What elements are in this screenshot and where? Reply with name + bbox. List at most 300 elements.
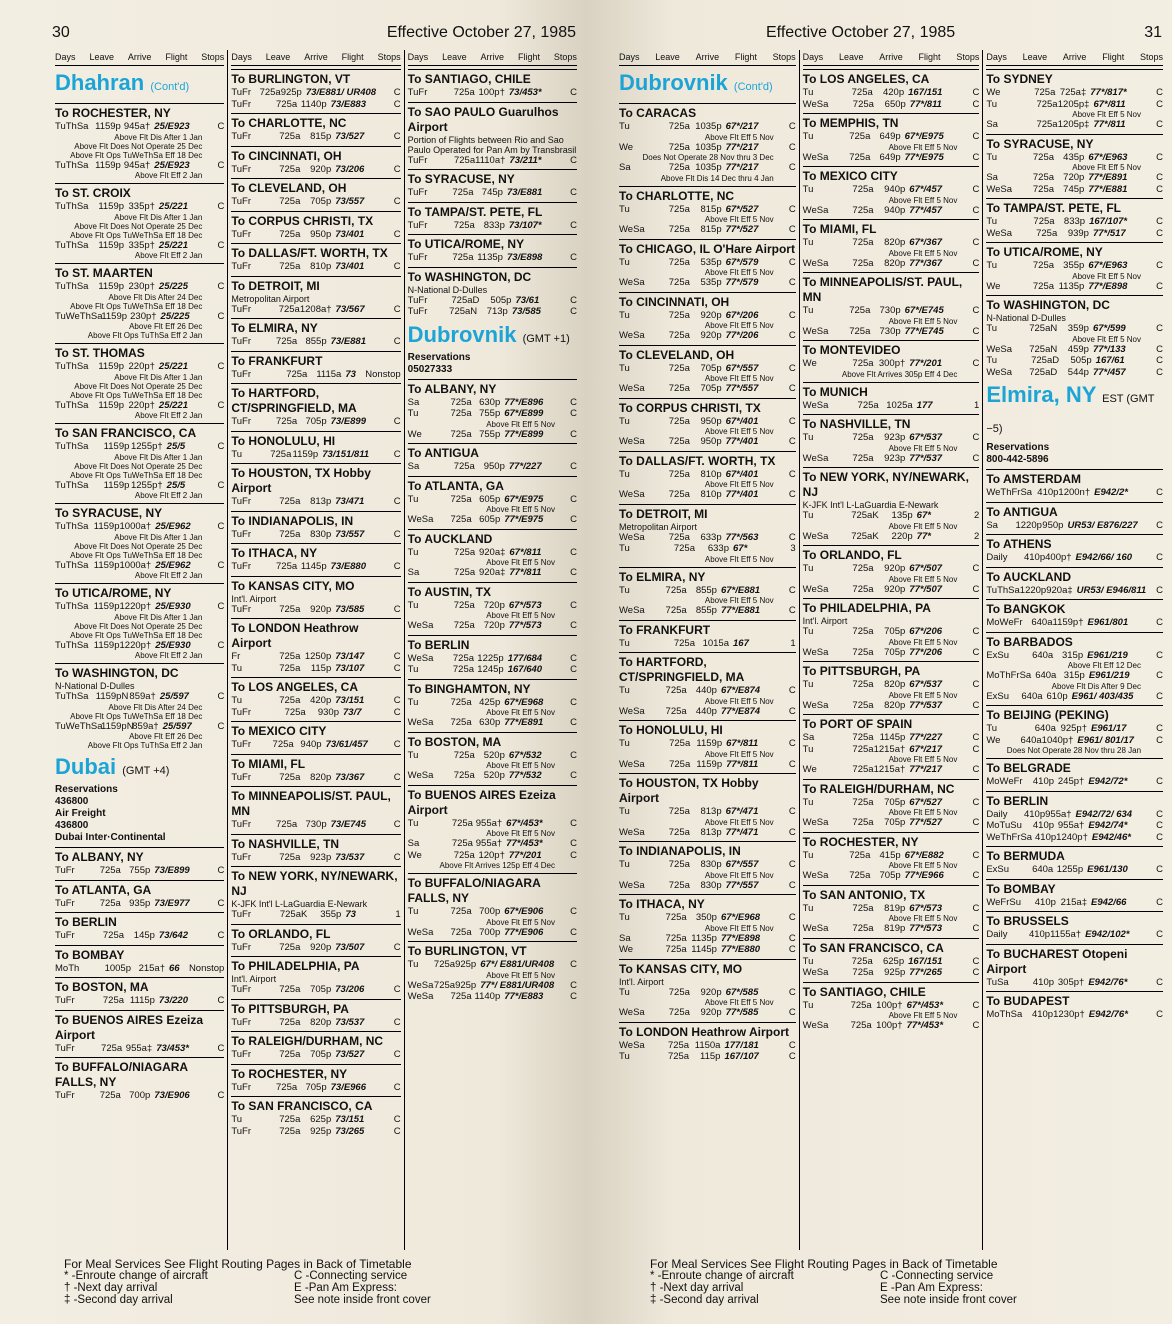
flight-arrive: 815p [700, 203, 722, 215]
flight-days: TuFr [231, 941, 252, 953]
flight-number: 67*/573 [909, 902, 943, 914]
flight-number: 77*/E899 [504, 428, 544, 440]
flight-days: Tu [407, 817, 419, 829]
flight-row [803, 358, 980, 370]
flight-arrive: 920p [310, 603, 332, 615]
flight-arrive: 633p [700, 531, 722, 543]
flight-row [803, 923, 980, 935]
flight-stops: C [1156, 151, 1164, 163]
destination-block [803, 885, 980, 935]
flight-leave: 725a [450, 428, 472, 440]
flight-leave: 725a [852, 902, 874, 914]
flight-stops: Nonstop [365, 368, 401, 380]
flight-arrive: 755p [479, 408, 501, 419]
flight-number: 67*/E882 [904, 849, 944, 861]
flight-row [55, 640, 224, 652]
legend-item: * -Enroute change of aircraft [650, 1270, 794, 1282]
flight-leave: 725a [668, 859, 690, 870]
flight-row [803, 99, 980, 111]
flight-arrive: 335p† [128, 239, 155, 251]
flight-leave: 725a [852, 583, 874, 595]
flight-days: We [986, 734, 1001, 746]
flight-days: TuFr [231, 228, 252, 240]
flight-arrive: 630p [479, 396, 501, 408]
destination-name: To MEXICO CITY [802, 169, 898, 183]
flight-arrive: 1255p† [130, 479, 163, 491]
flight-note: Above Flt Eff 5 Nov [704, 132, 774, 142]
flight-row [619, 204, 796, 216]
flight-note: Above Flt Eff 5 Nov [888, 808, 958, 817]
flight-leave: 725a [279, 261, 301, 272]
destination-subnote: Int'l. Airport [619, 976, 664, 987]
flight-row [408, 547, 577, 559]
flight-leave: 1159p [95, 121, 121, 132]
flight-stops: C [972, 1020, 980, 1031]
flight-number: 167/151 [908, 87, 943, 98]
flight-arrive: 920a‡ [478, 567, 506, 578]
flight-number: 73/E881 [506, 187, 543, 198]
flight-row [986, 650, 1163, 662]
flight-leave: 725aN [1029, 323, 1058, 334]
flight-stops: C [393, 1016, 401, 1028]
flight-leave: 725a [668, 806, 690, 817]
flight-row [619, 121, 796, 133]
flight-number: 73/E880 [330, 561, 367, 572]
flight-stops: C [570, 717, 577, 728]
flight-leave: 725a [668, 1007, 690, 1018]
timetable-column [228, 50, 404, 1250]
flight-arrive: 810p [700, 489, 722, 500]
flight-note: Above Flt Eff 5 Nov [1072, 271, 1142, 281]
flight-stops: C [393, 706, 401, 718]
flight-days: We [619, 944, 634, 955]
flight-row [619, 987, 796, 999]
flight-number: 67*/E963 [1088, 151, 1128, 163]
flight-days: Sa [986, 119, 998, 130]
destination-name: To HONOLULU, HI [231, 433, 336, 448]
flight-arrive: 633p [707, 543, 729, 554]
destination-name: To PITTSBURGH, PA [802, 664, 921, 678]
destination-name: To NASHVILLE, TN [231, 836, 340, 851]
flight-stops: C [393, 561, 401, 572]
flight-number: 73/E899 [330, 416, 367, 427]
flight-days: Tu [986, 323, 998, 334]
column-header-label: Arrive [480, 52, 505, 62]
flight-arrive: 505p [490, 294, 512, 306]
flight-number: 77*/573 [508, 620, 542, 631]
flight-days: Sa [407, 567, 420, 578]
flight-arrive: 920p [310, 941, 332, 953]
flight-leave: 725a [667, 1051, 690, 1062]
flight-number: 67*/537 [909, 679, 943, 690]
flight-days: WeThFrSa [986, 831, 1033, 843]
flight-leave: 725a [665, 944, 687, 955]
destination-block [803, 414, 980, 464]
flight-days: Sa [407, 396, 420, 408]
city-info [55, 784, 224, 844]
flight-number: 77*/206 [725, 330, 759, 341]
flight-row [619, 759, 796, 771]
flight-arrive: 820p [884, 257, 906, 269]
flight-arrive: 605p [479, 493, 501, 505]
flight-number: 77*/227 [909, 732, 943, 743]
destination-name: To BINGHAMTON, NY [407, 681, 531, 696]
flight-stops: C [972, 563, 980, 574]
flight-row [986, 897, 1163, 909]
flight-arrive: 945a† [123, 159, 151, 171]
flight-arrive: 100p† [478, 87, 505, 98]
flight-days: We [986, 280, 1001, 292]
flight-arrive: 940p [884, 204, 906, 216]
flight-number: 77*/517 [1092, 227, 1126, 239]
flight-days: Tu [619, 468, 630, 480]
flight-arrive: 1215a† [873, 743, 906, 755]
destination-name: To MINNEAPOLIS/ST. PAUL, MN [231, 789, 391, 818]
destination-block [619, 451, 796, 501]
flight-stops: C [972, 646, 980, 658]
city-heading [408, 322, 577, 352]
flight-number: 67*/471 [725, 806, 759, 817]
flight-number: 77*/E898 [720, 932, 761, 944]
flight-row [803, 258, 980, 270]
flight-arrive: 935p [129, 897, 151, 909]
destination-block [619, 959, 796, 1019]
flight-days: WeSa [619, 330, 645, 341]
running-head [52, 24, 580, 44]
destination-name: To CHARLOTTE, NC [231, 116, 347, 130]
freight-number: 436800 [55, 820, 89, 831]
flight-leave: 725a [665, 932, 687, 944]
flight-stops: C [217, 601, 225, 612]
flight-leave: 725a [1034, 87, 1056, 98]
flight-leave: 725aN [449, 306, 478, 317]
flight-leave: 640a [1021, 690, 1043, 702]
destination-block [803, 545, 980, 595]
flight-row [55, 865, 224, 877]
flight-number: 73/401 [335, 261, 365, 272]
flight-number: 77*/557 [725, 383, 759, 394]
flight-days: Tu [619, 256, 630, 268]
flight-stops: C [1156, 487, 1164, 498]
destination-block [408, 941, 577, 1003]
destination-name: To SAN FRANCISCO, CA [802, 940, 944, 955]
flight-number: 77*/453* [906, 1020, 944, 1031]
destination-block [408, 732, 577, 782]
flight-arrive: 930p [317, 706, 339, 718]
flight-days: TuFr [407, 154, 428, 166]
flight-leave: 410p [1023, 808, 1046, 820]
flight-number: 77*/457 [909, 204, 943, 216]
destination-name: To CORPUS CHRISTI, TX [231, 213, 374, 228]
flight-leave: 1220p [1015, 519, 1042, 531]
flight-leave: 1159p [98, 399, 125, 411]
flight-leave: 725a [452, 664, 475, 675]
flight-leave: 725a [102, 995, 125, 1006]
flight-stops: C [1156, 649, 1164, 661]
flight-arrive: 920p [310, 163, 332, 175]
flight-stops: C [570, 599, 577, 611]
flight-stops: C [217, 239, 225, 251]
flight-leave: 725a [284, 706, 306, 718]
flight-number: 25/221 [158, 399, 188, 411]
flight-arrive: 415p [879, 849, 901, 861]
flight-row [619, 605, 796, 617]
flight-note: Above Flt Dis After 24 Dec [108, 702, 203, 712]
destination-block [619, 292, 796, 342]
flight-row [986, 929, 1163, 941]
flight-stops: C [570, 959, 577, 970]
flight-row [408, 494, 577, 506]
flight-number: 77*/453* [506, 838, 543, 849]
flight-stops: C [393, 603, 401, 615]
flight-number: 73/557 [335, 196, 365, 207]
flight-leave: 640a [1035, 670, 1057, 681]
flight-days: TuThSa [55, 201, 89, 212]
destination-block [803, 272, 980, 337]
flight-arrive: 1140p [474, 991, 501, 1002]
flight-number: 77*/E874 [720, 705, 761, 717]
flight-arrive: 705p [305, 1081, 327, 1093]
flight-days: TuThSa [55, 159, 89, 171]
flight-leave: 725a [668, 879, 690, 891]
flight-row [619, 1051, 796, 1063]
destination-block [986, 846, 1163, 876]
flight-stops: C [1156, 723, 1164, 734]
flight-days: Tu [802, 563, 814, 574]
destination-name: To ALBANY, NY [55, 850, 144, 864]
flight-days: WeSa [802, 452, 829, 464]
destination-name: To HARTFORD, CT/SPRINGFIELD, MA [231, 386, 357, 415]
destination-name: To BUCHAREST Otopeni Airport [986, 946, 1128, 976]
flight-stops: C [570, 219, 577, 231]
flight-row [55, 201, 224, 213]
flight-arrive: 705p [310, 1049, 332, 1060]
flight-note: Above Flt Ops TuThSa Eff 2 Jan [87, 331, 203, 340]
destination-name: To DETROIT, MI [231, 278, 320, 293]
flight-note: Above Flt Ops TuWeThSa Eff 18 Dec [70, 301, 203, 311]
flight-number: 25/225 [158, 281, 188, 292]
flight-leave: 725a [279, 228, 301, 240]
destination-name: To BERLIN [55, 915, 117, 929]
flight-row [408, 514, 577, 526]
destination-name: To PHILADELPHIA, PA [802, 601, 931, 615]
flight-leave: 725a [279, 771, 301, 783]
destination-name: To AMSTERDAM [986, 472, 1081, 486]
flight-arrive: 920p [884, 563, 906, 574]
flight-stops: C [570, 428, 577, 440]
flight-row [619, 532, 796, 544]
flight-leave: 725a [852, 923, 874, 934]
flight-number: E942/72/ 634 [1075, 808, 1133, 820]
flight-days: MoTuSu [986, 820, 1022, 831]
destination-name: To DALLAS/FT. WORTH, TX [619, 453, 776, 468]
flight-days: Tu [231, 448, 243, 460]
flight-note: Above Flt Eff 26 Dec [129, 322, 203, 331]
flight-note: Above Flt Does Not Operate 25 Dec [74, 221, 203, 231]
flight-days: WeSa [802, 870, 829, 881]
flight-stops: C [217, 559, 225, 571]
flight-number: 73/585 [335, 603, 365, 615]
destination-block [619, 567, 796, 617]
destination-name: To MONTEVIDEO [802, 343, 901, 357]
flight-leave: 725a [852, 358, 874, 369]
flight-stops: C [393, 87, 401, 98]
flight-days: WeSa [802, 257, 829, 269]
flight-arrive: 820p [884, 237, 906, 248]
flight-number: 73/61/457 [325, 739, 368, 750]
legend-item: E -Pan Am Express: [880, 1282, 983, 1294]
column-header [408, 50, 577, 66]
flight-days: Tu [619, 121, 630, 132]
footer [586, 1258, 1172, 1306]
flight-arrive: 1155a† [1050, 929, 1082, 940]
flight-note: Above Flt Eff 5 Nov [486, 708, 555, 717]
flight-arrive: 745p [1063, 183, 1085, 195]
flight-leave: 725a [270, 448, 292, 460]
flight-stops: C [788, 806, 796, 817]
flight-arrive: 813p [700, 826, 722, 838]
flight-leave: 725a [279, 603, 301, 615]
flight-stops: C [788, 121, 796, 132]
flight-leave: 725a [852, 626, 874, 637]
flight-days: TuThSa [55, 601, 89, 612]
flight-row [986, 809, 1163, 821]
flight-arrive: 305p† [1057, 976, 1085, 988]
flight-stops: C [570, 620, 577, 631]
flight-arrive: 420p [310, 695, 332, 706]
flight-arrive: 725a‡ [1059, 87, 1087, 98]
flight-row [408, 653, 577, 665]
flight-number: 77*/217 [725, 162, 759, 173]
flight-row [231, 336, 400, 348]
flight-arrive: 815p [310, 131, 332, 142]
flight-days: WeSa [619, 531, 645, 543]
flight-number: UR53/ E876/227 [1067, 519, 1138, 531]
flight-arrive: 440p [695, 685, 717, 696]
legend-item: ‡ -Second day arrival [650, 1294, 759, 1306]
destination-name: To MIAMI, FL [231, 756, 306, 771]
flight-leave: 725a [453, 599, 475, 611]
destination-block [803, 113, 980, 163]
flight-row [231, 164, 400, 176]
flight-leave: 725a [276, 1081, 298, 1093]
flight-arrive: 920p [700, 309, 722, 321]
flight-arrive: 925p [280, 87, 302, 98]
flight-days: TuFr [407, 87, 428, 98]
flight-row [408, 770, 577, 782]
destination-name: To NEW YORK, NY/NEWARK, NJ [231, 869, 398, 898]
flight-days: WeSa [619, 605, 645, 616]
flight-leave: 725a [259, 87, 281, 98]
flight-row [55, 441, 224, 453]
flight-arrive: 923p [310, 851, 332, 863]
flight-row [55, 995, 224, 1007]
flight-number: 73 [345, 368, 356, 380]
flight-days: Daily [986, 552, 1008, 563]
flight-row [803, 744, 980, 756]
destination-block [55, 945, 224, 975]
flight-number: 73/61 [515, 294, 540, 306]
flight-days: WeSa [619, 826, 645, 838]
flight-leave: 725a [276, 98, 298, 110]
flight-arrive: 1230p† [1053, 1009, 1085, 1020]
flight-note: Above Flt Eff 5 Nov [704, 480, 774, 489]
timetable-columns [52, 50, 580, 1250]
flight-number: 73/E881 [330, 336, 367, 347]
flight-note: Above Flt Dis After 9 Dec [1051, 681, 1142, 691]
flight-days: Tu [802, 184, 814, 195]
flight-days: WeSa [619, 489, 645, 500]
flight-arrive: 925p [455, 959, 477, 970]
flight-leave: 725a [279, 1125, 301, 1137]
flight-arrive: 1159p [696, 738, 723, 749]
flight-number: 73/206 [335, 163, 365, 175]
destination-block [986, 295, 1163, 378]
city-heading [619, 70, 796, 100]
flight-stops: C [393, 984, 401, 995]
flight-note: Above Flt Dis After 1 Jan [114, 452, 203, 462]
flight-leave: 725a [852, 452, 874, 464]
flight-arrive: 820p [310, 1016, 332, 1028]
flight-stops: C [393, 695, 401, 706]
flight-stops: C [788, 1051, 796, 1062]
flight-arrive: 630p [479, 717, 501, 728]
flight-row [986, 99, 1163, 111]
flight-number: 73/E883 [330, 98, 367, 110]
flight-days: TuFr [231, 771, 252, 783]
flight-leave: 725a [665, 685, 687, 696]
flight-days: TuFr [231, 196, 252, 207]
page-number: 30 [52, 24, 70, 41]
destination-block [619, 345, 796, 395]
flight-number: 77*/E891 [504, 717, 544, 728]
flight-note: Above Flt Dis 14 Dec thru 4 Jan [660, 173, 774, 183]
reservations-number: 800-442-5896 [986, 454, 1049, 465]
flight-arrive: 705p [884, 796, 906, 808]
flight-arrive: 955a† [1045, 808, 1072, 820]
flight-leave: 725a [99, 897, 121, 909]
flight-stops: C [972, 583, 980, 595]
destination-name: To LOS ANGELES, CA [802, 72, 930, 86]
flight-arrive: 815p [700, 224, 722, 235]
flight-days: Sa [986, 172, 998, 183]
flight-row [619, 738, 796, 750]
destination-block [231, 243, 400, 273]
flight-stops: C [972, 679, 980, 690]
flight-days: TuFr [407, 187, 428, 198]
legend-item: See note inside front cover [294, 1294, 431, 1306]
flight-days: WeSa [802, 583, 829, 595]
flight-note: Above Flt Eff 5 Nov [486, 419, 555, 429]
flight-leave: 725a [668, 531, 690, 543]
flight-number: 77*/537 [909, 452, 943, 464]
flight-row [231, 604, 400, 616]
flight-stops: C [217, 639, 225, 651]
flight-row [231, 651, 400, 663]
destination-name: To SYRACUSE, NY [986, 136, 1094, 151]
flight-days: Tu [802, 796, 814, 808]
flight-number: 73/453* [156, 1042, 189, 1054]
flight-stops: C [570, 461, 577, 472]
flight-row [619, 585, 796, 597]
flight-stops: C [1156, 98, 1164, 110]
city-continued: (Cont'd) [733, 81, 773, 93]
flight-number: 77*/579 [725, 277, 759, 288]
flight-leave: 1159pN [95, 691, 129, 702]
flight-number: 67*/453* [506, 817, 543, 829]
destination-block [986, 242, 1163, 292]
flight-stops: C [788, 758, 796, 770]
